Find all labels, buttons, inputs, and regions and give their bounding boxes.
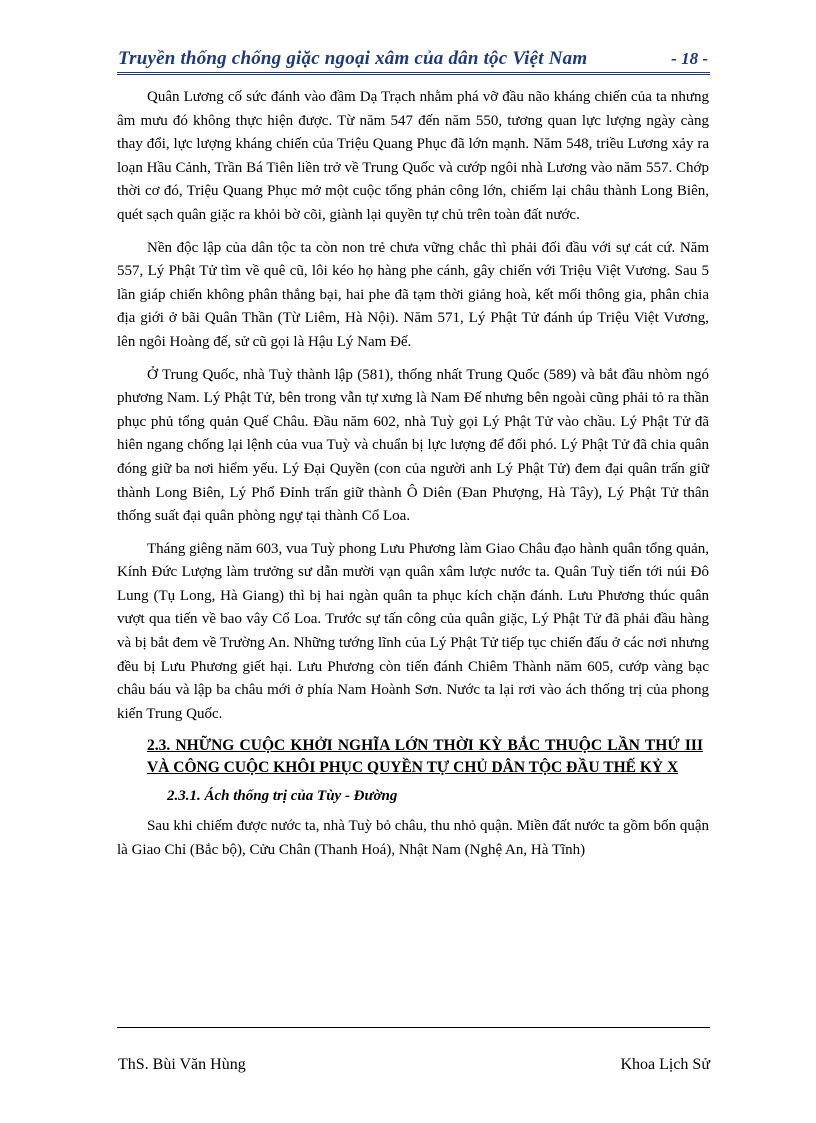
header-title: Truyền thống chống giặc ngoại xâm của dân tộc Việt Nam xyxy=(118,48,588,69)
section-heading: 2.3. NHỮNG CUỘC KHỞI NGHĨA LỚN THỜI KỲ BẮC THUỘC LẦN THỨ III VÀ CÔNG CUỘC KHÔI PHỤC QUYỀN TỰ CHỦ DÂN TỘC ĐẦU THẾ KỶ X xyxy=(147,737,703,777)
paragraph: Nền độc lập của dân tộc ta còn non trẻ chưa vững chắc thì phải đối đầu với sự cát cứ. Năm 557, Lý Phật Tử tìm về quê cũ, lôi kéo họ hàng phe cánh, gây chiến với Triệu Việt Vương. Sau 5 lần giáp chiến không phân thắng bại, hai phe đã tạm thời giảng hoà, kết mối thông gia, phân chia địa giới ở bãi Quân Thần (Từ Liêm, Hà Nội). Năm 571, Lý Phật Tử đánh úp Triệu Việt Vương, lên ngôi Hoàng đế, sử cũ gọi là Hậu Lý Nam Đế. xyxy=(117,239,709,350)
header-divider xyxy=(117,72,710,77)
page-number: - 18 - xyxy=(671,49,708,68)
paragraph: Quân Lương cố sức đánh vào đầm Dạ Trạch nhằm phá vỡ đầu não kháng chiến của ta nhưng âm mưu đó không thực hiện được. Từ năm 547 đến năm 550, tương quan lực lượng ngày càng thay đổi, lực lượng kháng chiến của Triệu Quang Phục đã lớn mạnh. Năm 548, triều Lương xảy ra loạn Hầu Cảnh, Trần Bá Tiên liền trở về Trung Quốc và cướp ngôi nhà Lương vào năm 557. Chớp thời cơ đó, Triệu Quang Phục mở một cuộc tổng phản công lớn, chiếm lại châu thành Long Biên, quét sạch quân giặc ra khỏi bờ cõi, giành lại quyền tự chủ trên toàn đất nước. xyxy=(117,89,709,223)
subsection-heading: 2.3.1. Ách thống trị của Tùy - Đường xyxy=(167,788,398,805)
paragraph: Ở Trung Quốc, nhà Tuỳ thành lập (581), thống nhất Trung Quốc (589) và bắt đầu nhòm ngó phương Nam. Lý Phật Tử, bên trong vẫn tự xưng là Nam Đế nhưng bên ngoài cũng phải tỏ ra thần phục phủ tổng quản Quế Châu. Đầu năm 602, nhà Tuỳ gọi Lý Phật Tử vào chầu. Lý Phật Tử đã hiên ngang chống lại lệnh của vua Tuỳ và chuẩn bị lực lượng để đối phó. Lý Phật Tử đã chia quân đóng giữ ba nơi hiểm yếu. Lý Đại Quyền (con của người anh Lý Phật Tử) đem đại quân trấn giữ thành Long Biên, Lý Phổ Đỉnh trấn giữ thành Ô Diên (Đan Phượng, Hà Tây), Lý Phật Tử thân thống suất đại quân phòng ngự tại thành Cổ Loa. xyxy=(117,366,709,525)
paragraph: Tháng giêng năm 603, vua Tuỳ phong Lưu Phương làm Giao Châu đạo hành quân tổng quản, Kính Đức Lượng làm trưởng sư dẫn mười vạn quân xâm lược nước ta. Quân Tuỳ tiến tới núi Đô Lung (Tụ Long, Hà Giang) thì bị hai ngàn quân ta phục kích chặn đánh. Lưu Phương thúc quân vượt qua tiến về bao vây Cổ Loa. Trước sự tấn công của quân giặc, Lý Phật Tử đã phải đầu hàng và bị bắt đem về Trường An. Những tướng lĩnh của Lý Phật Tử tiếp tục chiến đấu ở các nơi nhưng đều bị Lưu Phương giết hại. Lưu Phương còn tiến đánh Chiêm Thành năm 605, cướp vàng bạc châu báu và lập ba châu mới ở phía Nam Hoành Sơn. Nước ta lại rơi vào ách thống trị của phong kiến Trung Quốc. xyxy=(117,540,709,722)
paragraph: Sau khi chiếm được nước ta, nhà Tuỳ bỏ châu, thu nhỏ quận. Miền đất nước ta gồm bốn quận là Giao Chỉ (Bắc bộ), Cửu Chân (Thanh Hoá), Nhật Nam (Nghệ An, Hà Tĩnh) xyxy=(117,818,709,858)
footer-divider xyxy=(117,1027,710,1028)
page-header xyxy=(118,46,708,74)
footer-department: Khoa Lịch Sử xyxy=(620,1056,710,1073)
footer-author: ThS. Bùi Văn Hùng xyxy=(118,1056,246,1073)
document-body xyxy=(117,86,709,871)
